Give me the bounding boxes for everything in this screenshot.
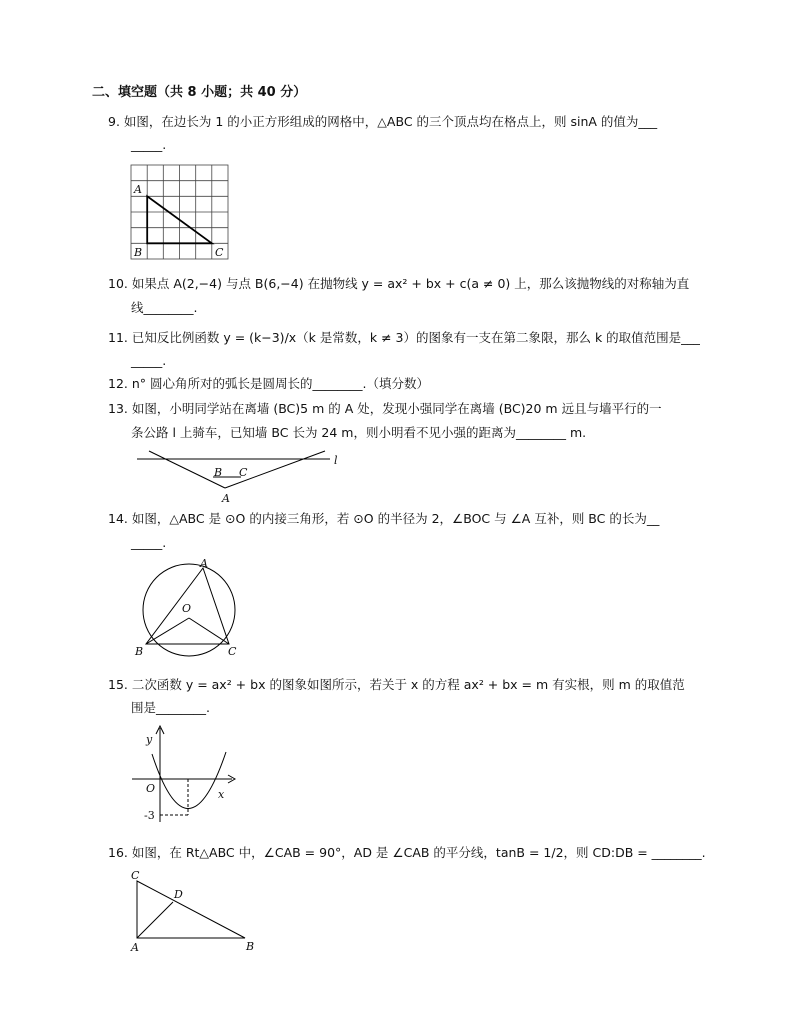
q14-label-a: A bbox=[200, 557, 208, 570]
q9-grid-figure bbox=[130, 164, 230, 260]
q14-circle-figure bbox=[133, 558, 248, 658]
question-14-line-1: 14. 如图，△ABC 是 ⊙O 的内接三角形，若 ⊙O 的半径为 2，∠BOC 与 ∠A 互补，则 BC 的长为__ bbox=[108, 511, 660, 526]
q14-label-c: C bbox=[228, 645, 237, 658]
question-13-line-2: 条公路 l 上骑车，已知墙 BC 长为 24 m，则小明看不见小强的距离为________ m. bbox=[131, 425, 587, 440]
question-11-line-2: _____. bbox=[131, 353, 167, 368]
q14-label-o: O bbox=[182, 602, 192, 615]
q14-label-b: B bbox=[135, 645, 144, 658]
q9-label-c: C bbox=[215, 246, 224, 259]
q15-label-o: O bbox=[146, 782, 156, 795]
q13-label-c: C bbox=[239, 466, 248, 479]
q16-label-a: A bbox=[131, 941, 139, 954]
q15-label-x: x bbox=[218, 788, 225, 801]
q9-label-b: B bbox=[134, 246, 143, 259]
question-10-line-1: 10. 如果点 A(2,−4) 与点 B(6,−4) 在抛物线 y = ax² + bx + c(a ≠ 0) 上，那么该抛物线的对称轴为直 bbox=[108, 276, 690, 291]
question-9-line-1: 9. 如图，在边长为 1 的小正方形组成的网格中，△ABC 的三个顶点均在格点上，则 sinA 的值为___ bbox=[108, 114, 658, 129]
question-14-line-2: _____. bbox=[131, 535, 167, 550]
section-title: 二、填空题（共 8 小题；共 40 分） bbox=[92, 85, 307, 100]
q13-figure bbox=[135, 448, 350, 506]
q13-label-l: l bbox=[334, 454, 338, 467]
q15-label-y: y bbox=[146, 733, 153, 746]
q16-label-b: B bbox=[246, 940, 255, 953]
question-16-line-1: 16. 如图，在 Rt△ABC 中，∠CAB = 90°，AD 是 ∠CAB 的平分线，tanB = 1/2，则 CD:DB = ________. bbox=[108, 845, 706, 860]
q16-triangle-figure bbox=[128, 868, 263, 956]
q16-label-d: D bbox=[174, 888, 183, 901]
q16-label-c: C bbox=[131, 869, 140, 882]
q13-label-a: A bbox=[222, 492, 230, 505]
question-10-line-2: 线________. bbox=[131, 300, 198, 315]
q15-parabola-figure bbox=[140, 724, 245, 824]
q13-label-b: B bbox=[214, 466, 223, 479]
q15-label-neg3: -3 bbox=[144, 809, 155, 822]
question-11-line-1: 11. 已知反比例函数 y = (k−3)/x（k 是常数，k ≠ 3）的图象有一支在第二象限，那么 k 的取值范围是___ bbox=[108, 330, 700, 345]
q9-label-a: A bbox=[134, 183, 142, 196]
question-15-line-2: 围是________. bbox=[131, 700, 210, 715]
question-12-line-1: 12. n° 圆心角所对的弧长是圆周长的________.（填分数） bbox=[108, 376, 429, 391]
question-13-line-1: 13. 如图，小明同学站在离墙 (BC)5 m 的 A 处，发现小强同学在离墙 (BC)20 m 远且与墙平行的一 bbox=[108, 401, 662, 416]
question-15-line-1: 15. 二次函数 y = ax² + bx 的图象如图所示，若关于 x 的方程 ax² + bx = m 有实根，则 m 的取值范 bbox=[108, 677, 685, 692]
question-9-line-2: _____. bbox=[131, 137, 167, 152]
